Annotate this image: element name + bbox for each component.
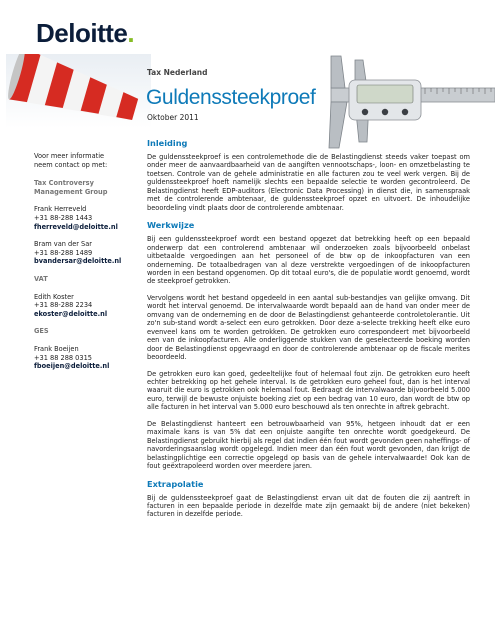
contact-email-link[interactable]: fboeijen@deloitte.nl xyxy=(34,362,110,371)
section-heading: Inleiding xyxy=(147,138,188,148)
group-title-tax-controversy xyxy=(34,179,144,196)
contact-phone: +31 88-288 2234 xyxy=(34,301,93,310)
section-heading: Extrapolatie xyxy=(147,478,204,489)
section-extrapolatie xyxy=(147,479,470,519)
section-werkwijze xyxy=(147,220,470,470)
paragraph: Bij de guldenssteekproef gaat de Belastingdienst ervan uit dat de fouten die zij aantreft in facturen in een bepaalde periode in dezelfde mate zijn gemaakt bij de andere (niet bekeken) facturen in dezelfde periode. xyxy=(147,493,470,519)
paragraph: De guldenssteekproef is een controlemethode die de Belastingdienst steeds vaker toepast om onder meer de aanvaardbaarheid van de aangiften vennootschaps-, loon- en omzetbelasting te toetsen. Controle van de gehele administratie en alle facturen zou te veel werk vergen. Bij de guldenssteekproef hoeft namelijk slechts een bepaalde selectie te worden gecontroleerd. De Belastingdienst heeft EDP-auditors (Electronic Data Processing) in dienst die, in samenspraak met de controlerende ambtenaar, de guldenssteekproef opzet en uitvoert. De inhoudelijke beoordeling vindt plaats door de controlerende ambtenaar. xyxy=(147,153,470,212)
publication-date: Oktober 2011 xyxy=(147,113,199,122)
deloitte-logo xyxy=(36,18,134,49)
contact-card xyxy=(34,240,144,266)
contact-phone: +31 88 288 0315 xyxy=(34,353,92,362)
sidebar-intro-line: neem contact op met: xyxy=(34,160,108,169)
contact-card xyxy=(34,205,144,231)
paragraph: Bij een guldenssteekproef wordt een bestand opgezet dat betrekking heeft op een bepaald onderwerp dat een controlerend ambtenaar wil onderzoeken zoals bijvoorbeeld onbelast uitbetaalde vergoedingen aan het personeel of de btw op de inkoopfacturen van een onderneming. De totaalbedragen van al deze verstrekte vergoedingen of de inkoopfacturen worden in een bestand opgenomen. Op dit totaal euro's, die de populatie wordt genoemd, wordt de steekproef getrokken. xyxy=(147,235,470,286)
contact-name: Edith Koster xyxy=(34,292,74,301)
logo-dot: . xyxy=(127,18,135,48)
group-title-line: GES xyxy=(34,327,49,336)
contact-phone: +31 88-288 1443 xyxy=(34,213,93,222)
paragraph: De getrokken euro kan goed, gedeeltelijke fout of helemaal fout zijn. De getrokken euro heeft echter betrekking op het gehele interval. Is de getrokken euro geheel fout, dan is het interval waaruit die euro is getrokken ook helemaal fout. Bedraagt de intervalwaarde bijvoorbeeld 5.000 euro, terwijl de bewuste onjuiste boeking ziet op een bedrag van 10 euro, dan wordt de btw op alle facturen in het interval van 5.000 euro beschouwd als ten onrechte in aftrek gebracht. xyxy=(147,369,470,412)
windsock-image xyxy=(6,54,151,128)
group-title-ges xyxy=(34,327,144,336)
section-heading: Werkwijze xyxy=(147,220,195,231)
contact-name: Bram van der Sar xyxy=(34,240,92,249)
contact-email-link[interactable]: fherreveld@deloitte.nl xyxy=(34,222,118,231)
article-body xyxy=(147,138,470,527)
digital-caliper-image xyxy=(325,52,495,152)
contact-name: Frank Herreveld xyxy=(34,205,87,214)
paragraph: Vervolgens wordt het bestand opgedeeld in een aantal sub-bestandjes van gelijke omvang. Dit wordt het interval genoemd. De intervalwaarde wordt bepaald aan de hand van onder meer de omvang van de onderneming en de door de Belastingdienst gehanteerde controletolerantie. Uit zo'n sub-stand wordt a-select een euro getrokken. Door deze a-selecte trekking heeft elke euro evenveel kans om te worden getrokken. De getrokken euro correspondeert met bijvoorbeeld een van de inkoopfacturen. Alle onderliggende stukken van de geselecteerde boeking worden door de Belastingdienst opgevraagd en door de controlerende ambtenaar op de fiscale merites beoordeeld. xyxy=(147,293,470,362)
contact-email-link[interactable]: bvandersar@deloitte.nl xyxy=(34,257,122,266)
section-inleiding xyxy=(147,138,470,212)
sidebar-intro-line: Voor meer informatie xyxy=(34,152,105,160)
group-title-line: VAT xyxy=(34,274,48,283)
group-title-vat xyxy=(34,275,144,284)
group-title-line: Tax Controversy xyxy=(34,179,94,188)
paragraph: De Belastingdienst hanteert een betrouwbaarheid van 95%, hetgeen inhoudt dat er een maximale kans is van 5% dat een onjuiste aangifte ten onrechte wordt goedgekeurd. De Belastingdienst gebruikt hierbij als regel dat indien één fout wordt gevonden geen naheffings- of navorderingsaanslag wordt opgelegd. Indien meer dan één fout wordt gevonden, dan krijgt de belastingplichtige een correctie opgelegd op basis van de gehele intervalwaarde! Ook kan de fout geëxtrapoleerd worden over meerdere jaren. xyxy=(147,419,470,471)
contact-sidebar xyxy=(34,152,144,380)
logo-text: Deloitte xyxy=(36,18,128,48)
contact-name: Frank Boeijen xyxy=(34,344,79,353)
publication-kicker: Tax Nederland xyxy=(147,68,208,77)
contact-email-link[interactable]: ekoster@deloitte.nl xyxy=(34,309,108,318)
group-title-line: Management Group xyxy=(34,187,108,196)
contact-card xyxy=(34,293,144,319)
sidebar-intro xyxy=(34,152,144,169)
page-title: Guldenssteekproef xyxy=(146,86,316,109)
contact-phone: +31 88-288 1489 xyxy=(34,248,93,257)
contact-card xyxy=(34,345,144,371)
